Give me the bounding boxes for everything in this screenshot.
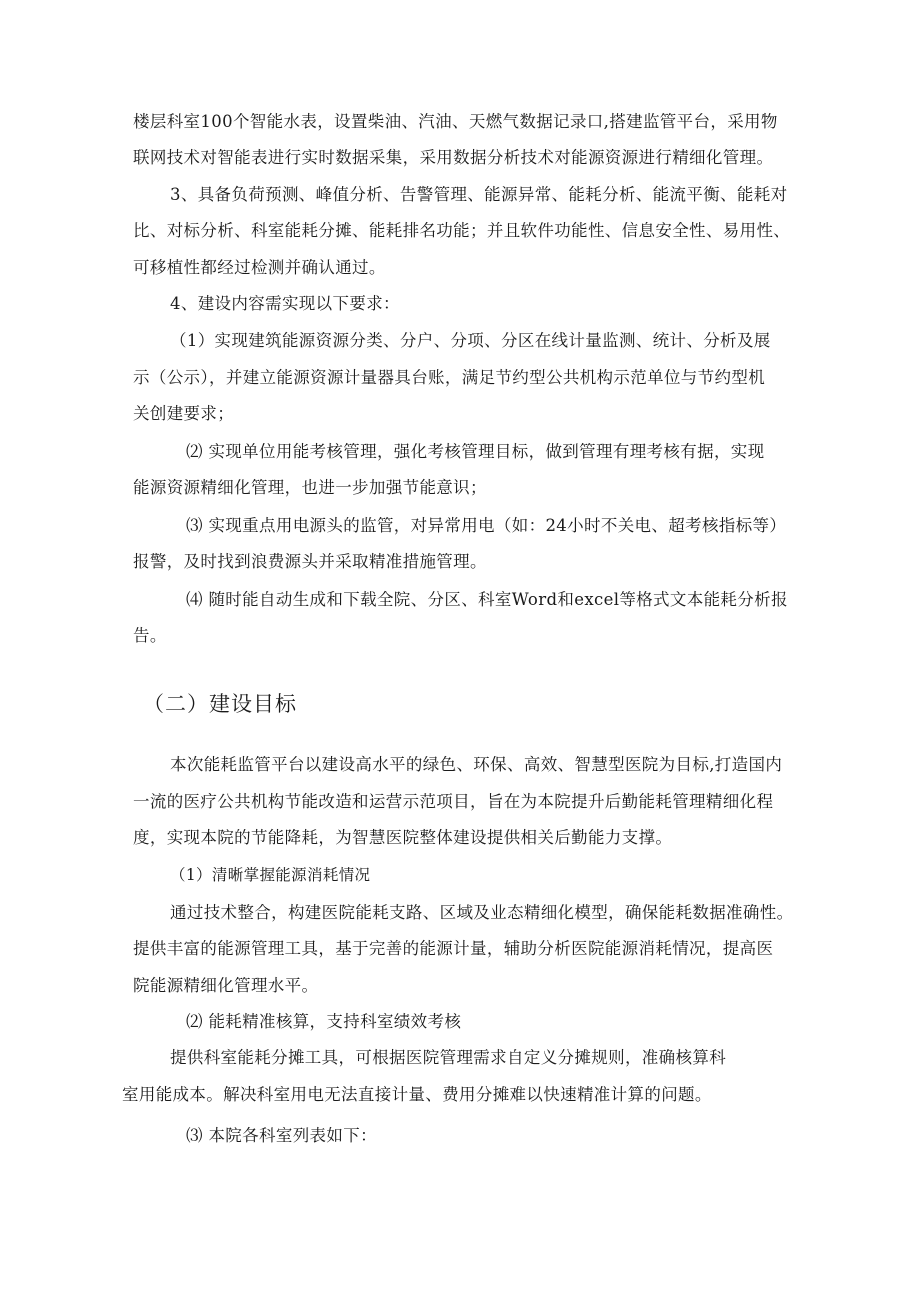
paragraph-line: 室用能成本。解决科室用电无法直接计量、费用分摊难以快速精准计算的问题。: [122, 1085, 712, 1104]
paragraph-line: 示（公示），并建立能源资源计量器具台账，满足节约型公共机构示范单位与节约型机: [133, 368, 766, 387]
paragraph-line: 联网技术对智能表进行实时数据采集，采用数据分析技术对能源资源进行精细化管理。: [133, 148, 774, 167]
paragraph-line: 可移植性都经过检测并确认通过。: [133, 258, 386, 277]
paragraph-line: 告。: [133, 626, 167, 645]
paragraph-line: ⑵ 实现单位用能考核管理，强化考核管理目标，做到管理有理考核有据，实现: [186, 442, 765, 461]
paragraph-line: 提供科室能耗分摊工具，可根据医院管理需求自定义分摊规则，准确核算科: [170, 1048, 727, 1067]
paragraph-line: 本次能耗监管平台以建设高水平的绿色、环保、高效、智慧型医院为目标,打造国内: [170, 755, 783, 774]
paragraph-line: 一流的医疗公共机构节能改造和运营示范项目，旨在为本院提升后勤能耗管理精细化程: [133, 792, 774, 811]
paragraph-line: 3、具备负荷预测、峰值分析、告警管理、能源异常、能耗分析、能流平衡、能耗对: [170, 185, 788, 204]
subheading: ⑵ 能耗精准核算，支持科室绩效考核: [186, 1012, 462, 1031]
paragraph-line: 4、建设内容需实现以下要求：: [170, 294, 400, 313]
paragraph-line: 报警，及时找到浪费源头并采取精准措施管理。: [133, 552, 487, 571]
paragraph-line: 比、对标分析、科室能耗分摊、能耗排名功能；并且软件功能性、信息安全性、易用性、: [133, 221, 791, 240]
paragraph-line: 院能源精细化管理水平。: [133, 976, 319, 995]
paragraph-line: 关创建要求；: [133, 404, 235, 423]
paragraph-line: 楼层科室100个智能水表，设置柴油、汽油、天燃气数据记录口,搭建监管平台，采用物: [133, 112, 778, 131]
subheading: （1）清晰掌握能源消耗情况: [170, 866, 371, 884]
section-heading: （二）建设目标: [143, 692, 297, 716]
paragraph-line: （1）实现建筑能源资源分类、分户、分项、分区在线计量监测、统计、分析及展: [170, 331, 771, 350]
paragraph-line: 度，实现本院的节能降耗，为智慧医院整体建设提供相关后勤能力支撑。: [133, 828, 673, 847]
paragraph-line: ⑷ 随时能自动生成和下载全院、分区、科室Word和excel等格式文本能耗分析报: [186, 590, 788, 609]
paragraph-line: 能源资源精细化管理，也进一步加强节能意识；: [133, 478, 487, 497]
paragraph-line: ⑶ 实现重点用电源头的监管，对异常用电（如：24小时不关电、超考核指标等）: [186, 516, 787, 535]
subheading: ⑶ 本院各科室列表如下：: [186, 1126, 377, 1145]
paragraph-line: 提供丰富的能源管理工具，基于完善的能源计量，辅助分析医院能源消耗情况，提高医: [133, 939, 774, 958]
paragraph-line: 通过技术整合，构建医院能耗支路、区域及业态精细化模型，确保能耗数据准确性。: [170, 903, 794, 922]
